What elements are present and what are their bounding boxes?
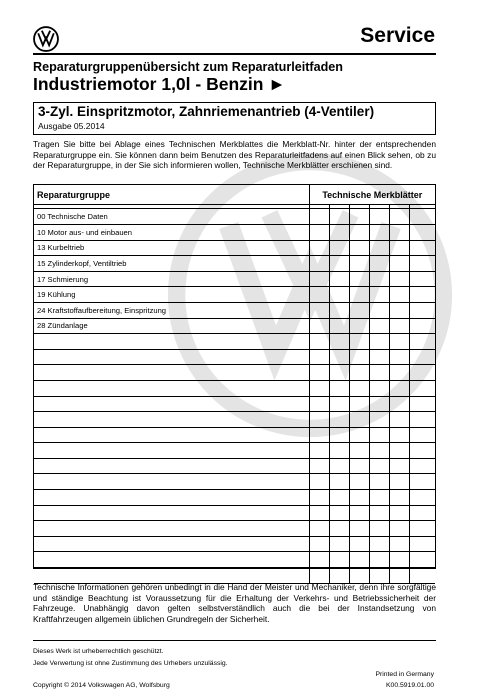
bulletin-cell (369, 365, 389, 381)
bulletin-cell (309, 349, 329, 365)
bulletin-cell (329, 240, 349, 256)
table-row (34, 287, 435, 303)
repair-group-cell: 24 Kraftstoffaufbereitung, Einspritzung (34, 302, 309, 318)
bulletin-cell (409, 349, 435, 365)
bulletin-cell (389, 521, 409, 537)
bulletin-cell (409, 474, 435, 490)
bulletin-cell (329, 490, 349, 506)
bulletin-cell (349, 256, 369, 272)
copyright-notice-line2: Jede Verwertung ist ohne Zustimmung des Urhebers unzulässig. (33, 660, 228, 667)
repair-group-cell (34, 552, 309, 568)
table-row (34, 271, 435, 287)
bulletin-cell (309, 505, 329, 521)
bulletin-cell (309, 412, 329, 428)
table-row (34, 209, 435, 225)
bulletin-cell (329, 380, 349, 396)
bulletin-cell (349, 271, 369, 287)
repair-group-cell (34, 365, 309, 381)
copyright-notice-line1: Dieses Werk ist urheberrechtlich geschützt. (33, 648, 164, 655)
part-number: K00.5919.01.00 (386, 682, 434, 689)
bulletin-cell (369, 209, 389, 225)
bulletin-cell (409, 490, 435, 506)
bulletin-cell (389, 396, 409, 412)
table-row (34, 552, 435, 568)
bulletin-cell (349, 365, 369, 381)
bulletin-cell (329, 521, 349, 537)
repair-group-cell (34, 505, 309, 521)
bulletin-cell (329, 427, 349, 443)
bulletin-cell (309, 443, 329, 459)
bulletin-cell (369, 490, 389, 506)
bulletin-cell (329, 552, 349, 568)
repair-group-cell (34, 568, 309, 584)
table-row (34, 458, 435, 474)
edition-label: Ausgabe 05.2014 (38, 121, 105, 131)
table-row (34, 224, 435, 240)
bulletin-cell (409, 209, 435, 225)
bulletin-cell (369, 271, 389, 287)
table-row (34, 536, 435, 552)
bulletin-cell (309, 302, 329, 318)
table-row (34, 302, 435, 318)
table-row (34, 443, 435, 459)
bulletin-cell (389, 568, 409, 584)
bulletin-cell (329, 318, 349, 334)
document-title: Industriemotor 1,0l - Benzin ► (33, 74, 286, 94)
bulletin-cell (309, 287, 329, 303)
table-row (34, 365, 435, 381)
document-subtitle: Reparaturgruppenübersicht zum Reparaturleitfaden (33, 60, 343, 74)
bulletin-cell (309, 536, 329, 552)
bulletin-cell (349, 334, 369, 350)
table-header-row (34, 185, 435, 205)
bulletin-cell (329, 458, 349, 474)
bulletin-cell (369, 349, 389, 365)
bulletin-cell (369, 240, 389, 256)
bulletin-cell (369, 412, 389, 428)
table-row (34, 427, 435, 443)
bulletin-cell (329, 443, 349, 459)
bulletin-cell (389, 302, 409, 318)
bulletin-cell (409, 380, 435, 396)
bulletin-cell (349, 443, 369, 459)
bulletin-cell (349, 396, 369, 412)
bulletin-cell (369, 396, 389, 412)
bulletin-cell (349, 380, 369, 396)
bulletin-cell (369, 443, 389, 459)
repair-group-cell: 19 Kühlung (34, 287, 309, 303)
engine-heading: 3-Zyl. Einspritzmotor, Zahnriemenantrieb (4-Ventiler) (38, 104, 375, 119)
table-row (34, 380, 435, 396)
table-row (34, 256, 435, 272)
bulletin-cell (409, 505, 435, 521)
bulletin-cell (369, 458, 389, 474)
bulletin-cell (329, 474, 349, 490)
table-row (34, 490, 435, 506)
bulletin-cell (349, 490, 369, 506)
bulletin-cell (389, 474, 409, 490)
bulletin-cell (329, 209, 349, 225)
bulletin-cell (389, 412, 409, 428)
bulletin-cell (309, 521, 329, 537)
bulletin-cell (369, 474, 389, 490)
bulletin-cell (349, 568, 369, 584)
repair-group-cell: 00 Technische Daten (34, 209, 309, 225)
bulletin-cell (369, 224, 389, 240)
bulletin-cell (389, 209, 409, 225)
bulletin-cell (349, 474, 369, 490)
repair-group-cell (34, 536, 309, 552)
bulletin-cell (409, 287, 435, 303)
repair-group-grid (34, 185, 435, 584)
repair-group-cell (34, 380, 309, 396)
bulletin-cell (309, 365, 329, 381)
bulletin-cell (369, 427, 389, 443)
bulletin-cell (409, 396, 435, 412)
bulletin-cell (349, 224, 369, 240)
repair-group-cell (34, 443, 309, 459)
repair-group-cell (34, 458, 309, 474)
repair-group-cell: 10 Motor aus- und einbauen (34, 224, 309, 240)
bulletin-cell (409, 224, 435, 240)
bulletin-cell (349, 505, 369, 521)
repair-group-cell: 15 Zylinderkopf, Ventiltrieb (34, 256, 309, 272)
table-row (34, 521, 435, 537)
bulletin-cell (329, 396, 349, 412)
bulletin-cell (389, 365, 409, 381)
bulletin-cell (369, 318, 389, 334)
bulletin-cell (309, 568, 329, 584)
bulletin-cell (329, 334, 349, 350)
repair-group-cell (34, 396, 309, 412)
table-row (34, 568, 435, 584)
column-header-repair-group: Reparaturgruppe (34, 185, 309, 205)
bulletin-cell (389, 490, 409, 506)
bulletin-cell (309, 224, 329, 240)
engine-info-box (33, 102, 436, 135)
bulletin-cell (389, 256, 409, 272)
bulletin-cell (369, 380, 389, 396)
copyright-line: Copyright © 2014 Volkswagen AG, Wolfsburg (33, 682, 170, 689)
table-row (34, 474, 435, 490)
bulletin-cell (349, 287, 369, 303)
bulletin-cell (309, 380, 329, 396)
bulletin-cell (389, 536, 409, 552)
bulletin-cell (389, 224, 409, 240)
bulletin-cell (409, 302, 435, 318)
bulletin-cell (329, 365, 349, 381)
bulletin-cell (349, 318, 369, 334)
bulletin-cell (369, 334, 389, 350)
repair-group-cell (34, 521, 309, 537)
bulletin-cell (369, 505, 389, 521)
bulletin-cell (409, 521, 435, 537)
repair-group-table (33, 184, 436, 569)
column-header-bulletins: Technische Merkblätter (309, 185, 435, 205)
bulletin-cell (309, 552, 329, 568)
bulletin-cell (349, 209, 369, 225)
bulletin-cell (349, 552, 369, 568)
bulletin-cell (329, 505, 349, 521)
safety-notice: Technische Informationen gehören unbedingt in die Hand der Meister und Mechaniker, denn ihre sorgfältige und ständige Beachtung ist Voraussetzung für die Erhaltung der Verkehrs- und Betriebssicherheit der Fahrzeuge. Unabhängig davon gelten selbstverständlich auch die bei der Instandsetzung von Kraftfahrzeugen allgemein üblichen Grundregeln der Sicherheit. (33, 582, 436, 624)
bulletin-cell (409, 365, 435, 381)
bulletin-cell (349, 458, 369, 474)
vw-logo-icon (33, 26, 59, 52)
bulletin-cell (329, 271, 349, 287)
bulletin-cell (369, 302, 389, 318)
bulletin-cell (409, 256, 435, 272)
bulletin-cell (309, 271, 329, 287)
bulletin-cell (349, 240, 369, 256)
bulletin-cell (409, 443, 435, 459)
bulletin-cell (409, 318, 435, 334)
bulletin-cell (309, 318, 329, 334)
repair-group-cell (34, 474, 309, 490)
repair-group-cell (34, 427, 309, 443)
bulletin-cell (409, 458, 435, 474)
bulletin-cell (389, 334, 409, 350)
bulletin-cell (389, 349, 409, 365)
bulletin-cell (349, 302, 369, 318)
bulletin-cell (369, 287, 389, 303)
repair-group-cell: 13 Kurbeltrieb (34, 240, 309, 256)
bulletin-cell (329, 302, 349, 318)
bulletin-cell (349, 521, 369, 537)
bulletin-cell (389, 427, 409, 443)
bulletin-cell (329, 256, 349, 272)
bulletin-cell (409, 271, 435, 287)
repair-group-cell (34, 490, 309, 506)
bulletin-cell (309, 240, 329, 256)
printed-in-label: Printed in Germany (375, 671, 434, 678)
bulletin-cell (409, 240, 435, 256)
bulletin-cell (309, 209, 329, 225)
repair-group-cell (34, 412, 309, 428)
bulletin-cell (349, 412, 369, 428)
bulletin-cell (409, 427, 435, 443)
table-row (34, 349, 435, 365)
bulletin-cell (369, 536, 389, 552)
bulletin-cell (409, 568, 435, 584)
bulletin-cell (369, 552, 389, 568)
bulletin-cell (389, 552, 409, 568)
bulletin-cell (329, 412, 349, 428)
bulletin-cell (329, 536, 349, 552)
intro-paragraph: Tragen Sie bitte bei Ablage eines Technischen Merkblattes die Merkblatt-Nr. hinter der entsprechenden Reparaturgruppe ein. Sie können dann beim Benutzen des Reparaturleitfadens auf einen Blick sehen, ob zu der Reparaturgruppe, in der Sie sich informieren wollen, Technische Merkblätter erschienen sind. (33, 139, 436, 171)
bulletin-cell (369, 568, 389, 584)
table-row (34, 240, 435, 256)
bulletin-cell (409, 552, 435, 568)
table-row (34, 318, 435, 334)
bulletin-cell (329, 568, 349, 584)
service-label: Service (360, 24, 435, 47)
repair-group-cell (34, 334, 309, 350)
bulletin-cell (309, 256, 329, 272)
repair-group-cell (34, 349, 309, 365)
bulletin-cell (389, 318, 409, 334)
bulletin-cell (369, 521, 389, 537)
bulletin-cell (329, 224, 349, 240)
bulletin-cell (409, 334, 435, 350)
bulletin-cell (309, 474, 329, 490)
bulletin-cell (349, 536, 369, 552)
table-row (34, 334, 435, 350)
bulletin-cell (329, 287, 349, 303)
bulletin-cell (389, 240, 409, 256)
table-body (34, 185, 435, 583)
table-row (34, 412, 435, 428)
bulletin-cell (389, 287, 409, 303)
bulletin-cell (389, 380, 409, 396)
repair-group-cell: 17 Schmierung (34, 271, 309, 287)
footer-rule (33, 640, 436, 641)
bulletin-cell (329, 349, 349, 365)
bulletin-cell (309, 396, 329, 412)
bulletin-cell (349, 349, 369, 365)
bulletin-cell (309, 334, 329, 350)
bulletin-cell (369, 256, 389, 272)
bulletin-cell (389, 271, 409, 287)
bulletin-cell (349, 427, 369, 443)
bulletin-cell (309, 490, 329, 506)
table-row (34, 396, 435, 412)
repair-group-cell: 28 Zündanlage (34, 318, 309, 334)
bulletin-cell (389, 458, 409, 474)
bulletin-cell (409, 536, 435, 552)
bulletin-cell (389, 443, 409, 459)
table-row (34, 505, 435, 521)
bulletin-cell (389, 505, 409, 521)
header-rule (33, 53, 436, 55)
bulletin-cell (309, 427, 329, 443)
bulletin-cell (409, 412, 435, 428)
bulletin-cell (309, 458, 329, 474)
